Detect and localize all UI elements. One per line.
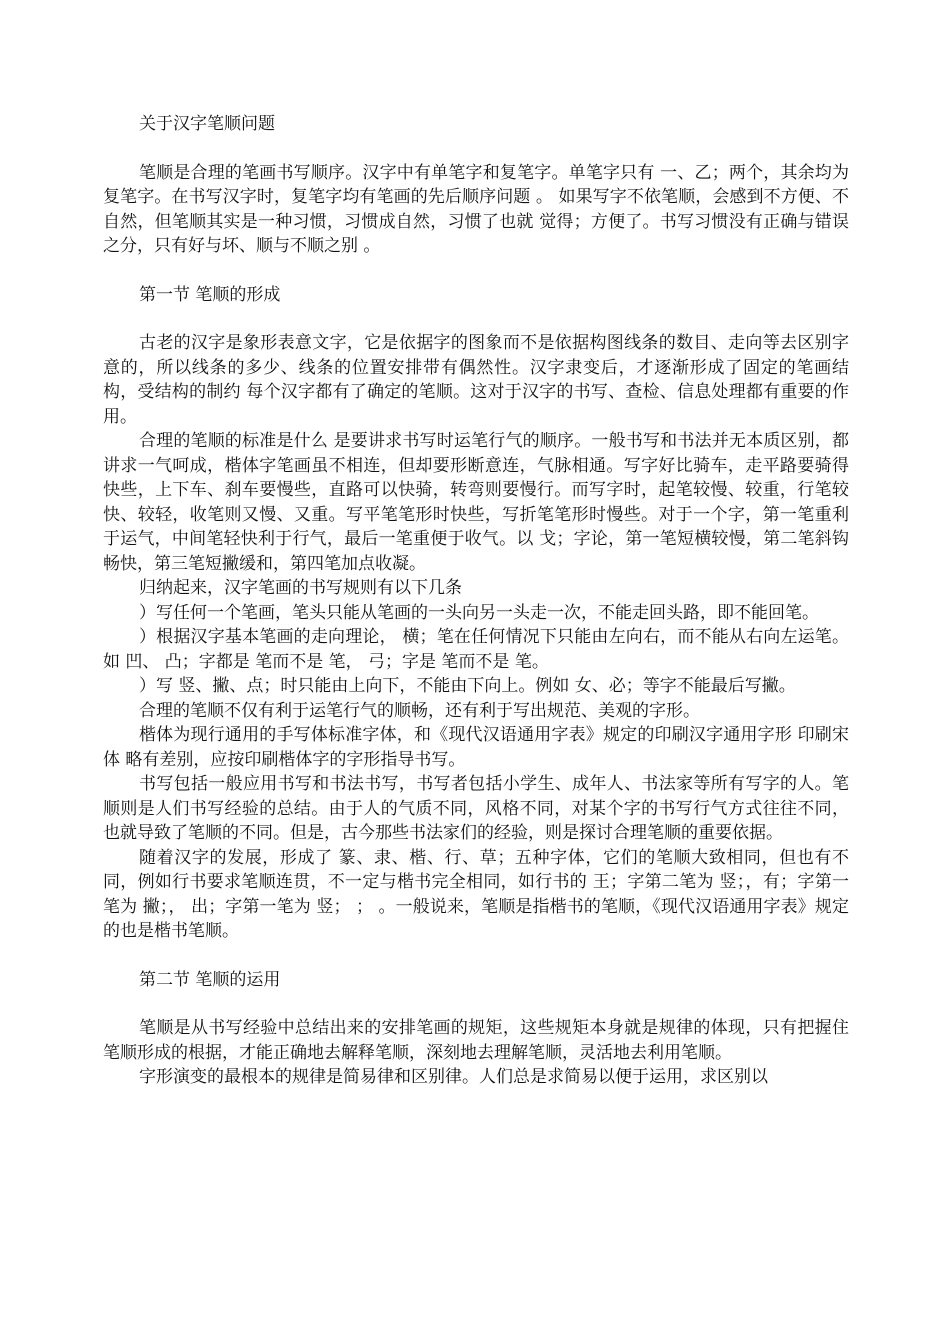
document-title: 关于汉字笔顺问题 [139, 114, 275, 134]
body-paragraph: 书写包括一般应用书写和书法书写，书写者包括小学生、成年人、书法家等所有写字的人。笔顺则是人们书写经验的总结。由于人的气质不同，风格不同，对某个字的书写行气方式往往不同，也就导致了笔顺的不同。但是，古今那些书法家们的经验，则是探讨合理笔顺的重要依据。 [103, 774, 849, 843]
spacer [103, 259, 849, 283]
body-paragraph: 归纳起来，汉字笔画的书写规则有以下几条 [139, 578, 462, 598]
rule-item-3: ）写 竖、撇、点；时只能由上向下，不能由下向上。例如 女、必；等字不能最后写撇。 [139, 676, 796, 696]
spacer [103, 137, 849, 161]
document-page [103, 112, 849, 1090]
body-paragraph: 笔顺是从书写经验中总结出来的安排笔画的规矩，这些规矩本身就是规律的体现，只有把握住笔顺形成的根据，才能正确地去解释笔顺，深刻地去理解笔顺，灵活地去利用笔顺。 [103, 1018, 849, 1063]
body-paragraph: 楷体为现行通用的手写体标准字体，和《现代汉语通用字表》规定的印刷汉字通用字形 印刷宋体 略有差别，应按印刷楷体字的字形指导书写。 [103, 725, 849, 770]
rule-item-1: ）写任何一个笔画，笔头只能从笔画的一头向另一头走一次，不能走回头路，即不能回笔。 [139, 602, 819, 623]
spacer [103, 944, 849, 968]
body-paragraph: 合理的笔顺的标准是什么 是要讲求书写时运笔行气的顺序。一般书写和书法并无本质区别，都讲求一气呵成，楷体字笔画虽不相连，但却要形断意连，气脉相通。写字好比骑车，走平路要骑得快些，上下车、刹车要慢些，直路可以快骑，转弯则要慢行。而写字时，起笔较慢、较重，行笔较快、较轻，收笔则又慢、又重。写平笔笔形时快些，写折笔笔形时慢些。对于一个字，第一笔重利于运气，中间笔轻快利于行气，最后一笔重便于收气。以 戈；字论，第一笔短横较慢，第二笔斜钩畅快，第三笔短撇缓和，第四笔加点收凝。 [103, 431, 849, 574]
spacer [103, 992, 849, 1016]
body-paragraph: 随着汉字的发展，形成了 篆、隶、楷、行、草；五种字体，它们的笔顺大致相同，但也有不同，例如行书要求笔顺连贯，不一定与楷书完全相同，如行书的 王；字第二笔为 竖；，有；字第一笔为 撇；， 出；字第一笔为 竖； ； 。一般说来，笔顺是指楷书的笔顺，《现代汉语通用字表》规定的也是楷书笔顺。 [103, 847, 849, 941]
intro-paragraph: 笔顺是合理的笔画书写顺序。汉字中有单笔字和复笔字。单笔字只有 一、乙；两个，其余均为复笔字。在书写汉字时，复笔字均有笔画的先后顺序问题 。 如果写字不依笔顺，会感到不方便、不自然，但笔顺其实是一种习惯，习惯成自然，习惯了也就 觉得；方便了。书写习惯没有正确与错误之分，只有好与坏、顺与不顺之别 。 [103, 162, 849, 256]
section-heading: 第二节 笔顺的运用 [139, 969, 281, 990]
section-heading: 第一节 笔顺的形成 [139, 284, 281, 305]
spacer [103, 307, 849, 331]
body-paragraph: 字形演变的最根本的规律是简易律和区别律。人们总是求简易以便于运用，求区别以 [139, 1067, 768, 1087]
rule-item-2: ）根据汉字基本笔画的走向理论， 横；笔在任何情况下只能由左向右，而不能从右向左运笔。如 凹、 凸；字都是 笔而不是 笔， 弓；字是 笔而不是 笔。 [103, 627, 849, 672]
body-paragraph: 古老的汉字是象形表意文字，它是依据字的图象而不是依据构图线条的数目、走向等去区别字意的，所以线条的多少、线条的位置安排带有偶然性。汉字隶变后，才逐渐形成了固定的笔画结构，受结构的制约 每个汉字都有了确定的笔顺。这对于汉字的书写、查检、信息处理都有重要的作用。 [103, 333, 849, 427]
body-paragraph: 合理的笔顺不仅有利于运笔行气的顺畅，还有利于写出规范、美观的字形。 [139, 700, 700, 721]
